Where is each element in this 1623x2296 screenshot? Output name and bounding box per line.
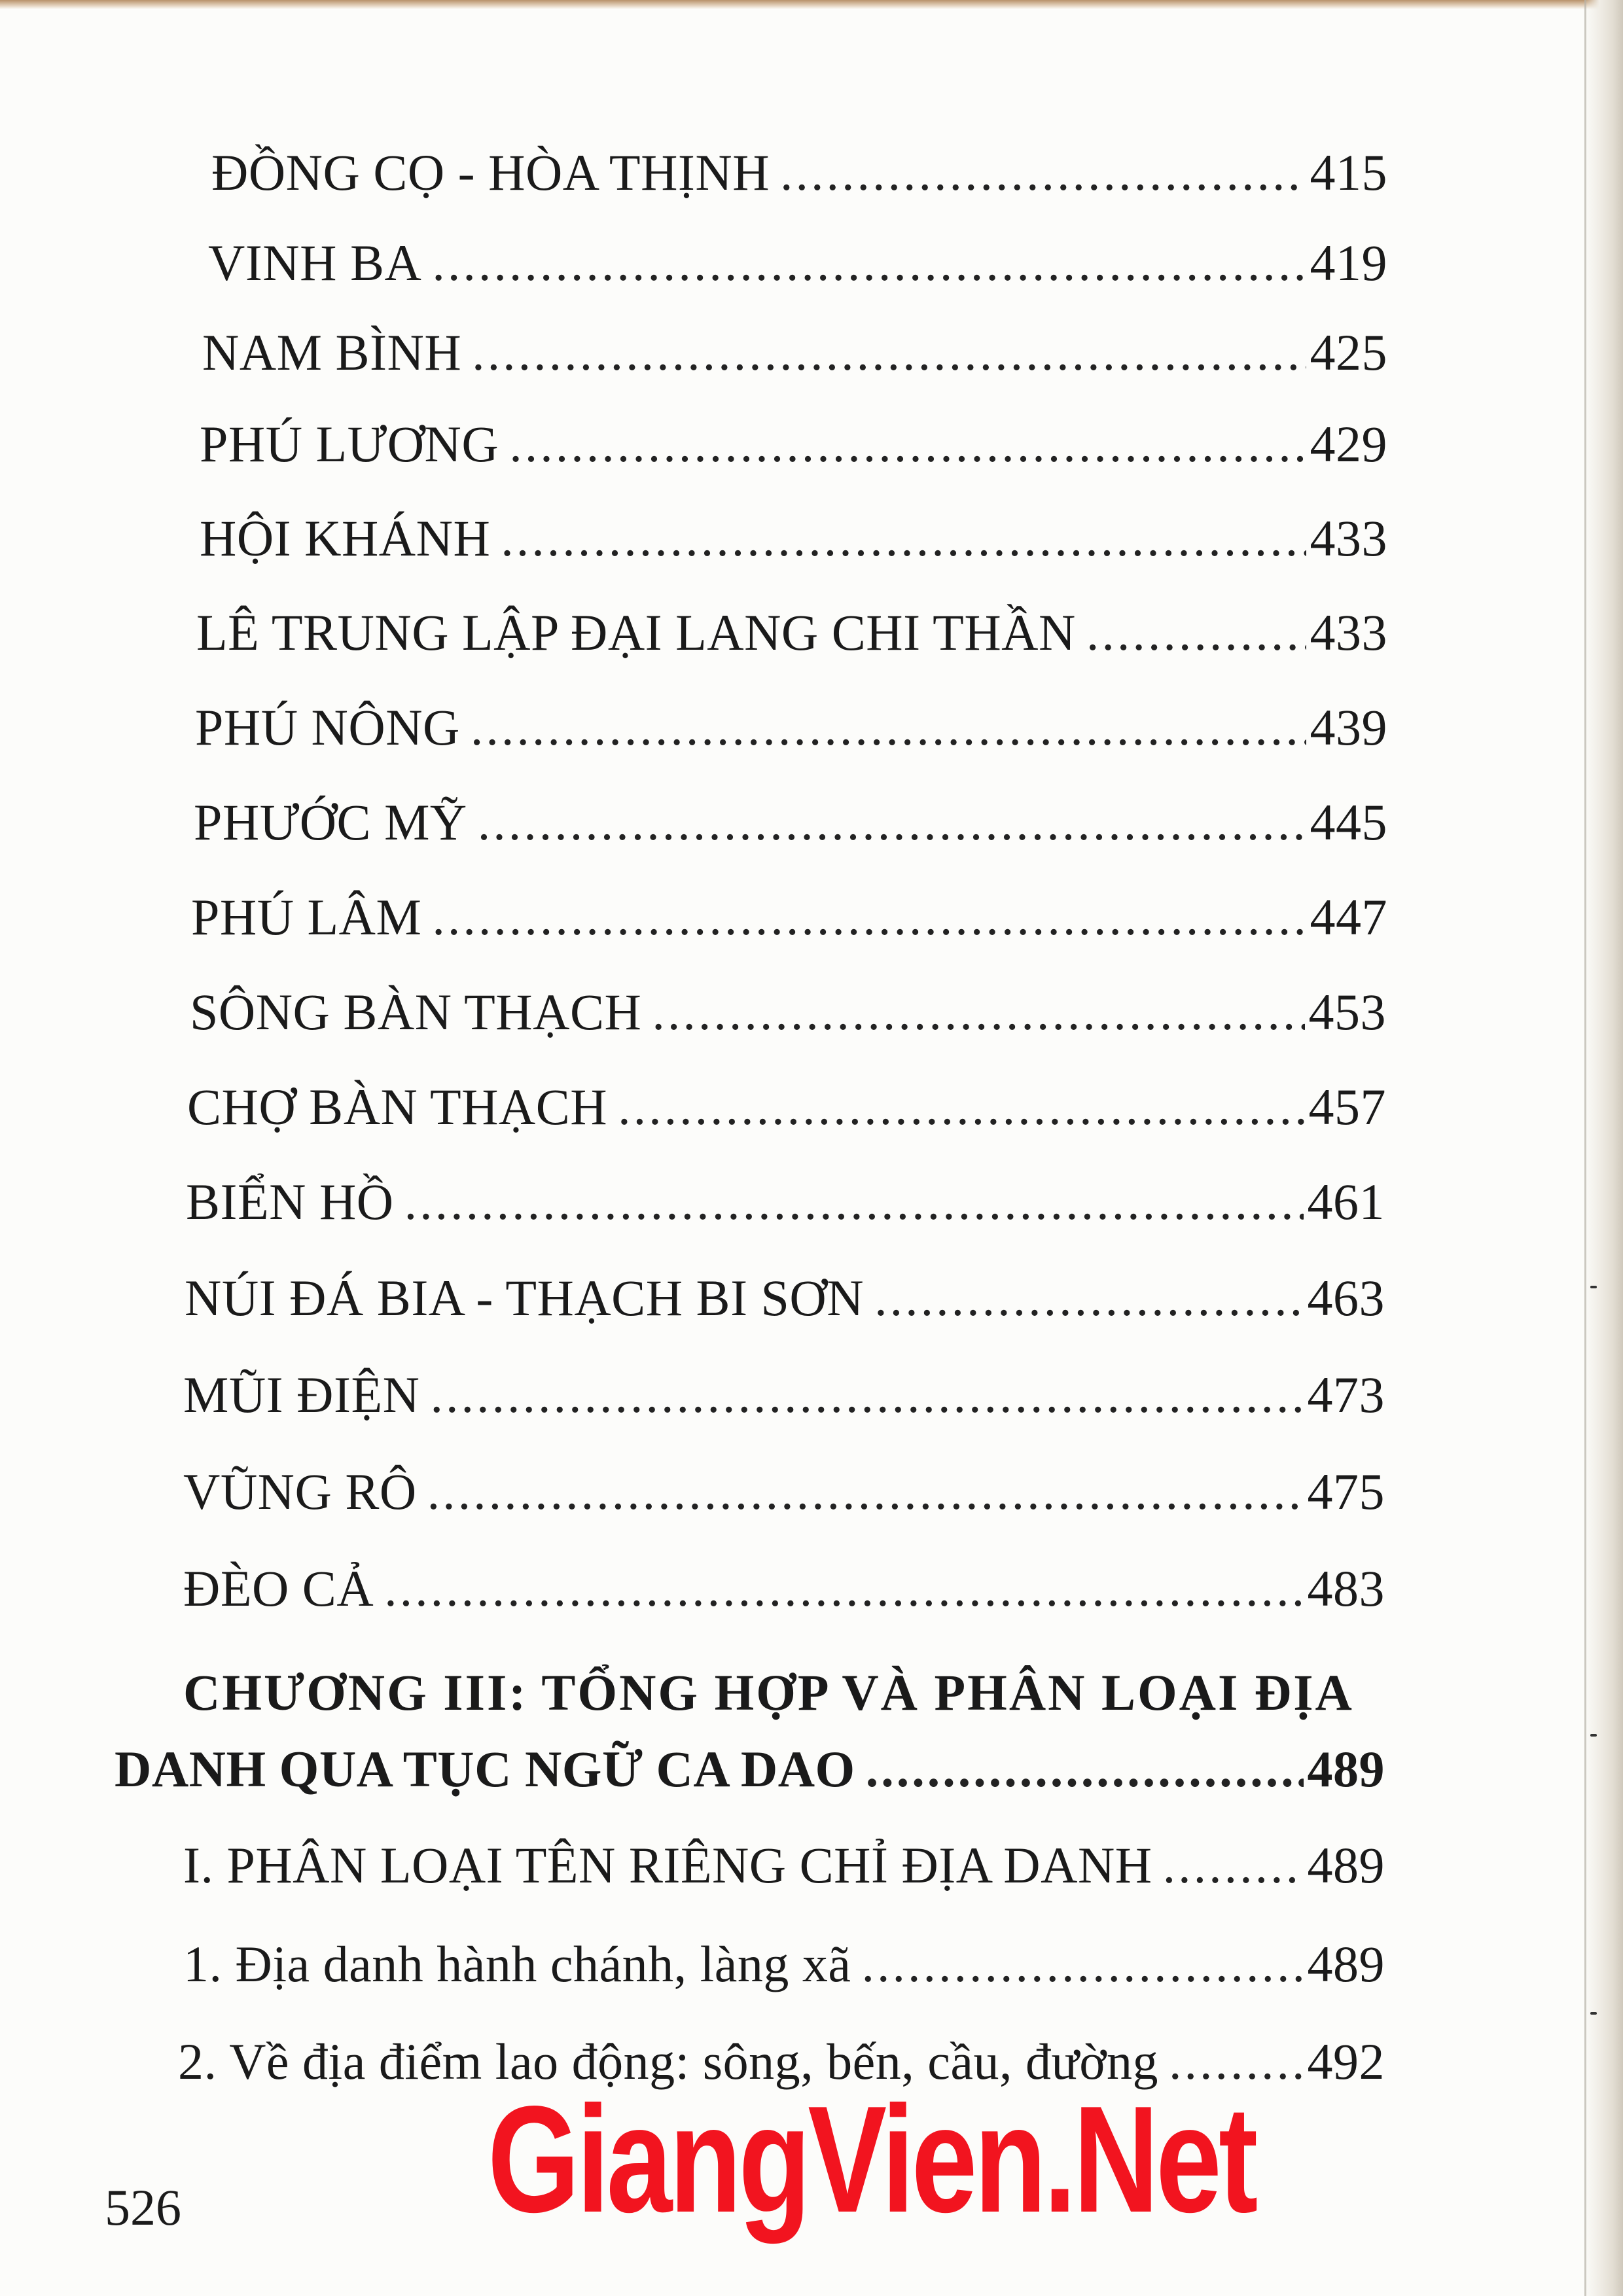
toc-entry — [196, 604, 1387, 661]
page-number: 526 — [105, 2179, 181, 2236]
toc-section-page: 492 — [1307, 2033, 1385, 2090]
toc-entry-page: 461 — [1307, 1173, 1385, 1230]
toc-entry-page: 447 — [1310, 889, 1387, 945]
dot-leader — [780, 147, 1306, 198]
page-binding-line — [1584, 0, 1586, 2296]
toc-entry-title: VINH BA — [208, 234, 422, 291]
toc-entry-title: CHỢ BÀN THẠCH — [187, 1078, 608, 1135]
toc-entry-title: ĐỒNG CỌ - HÒA THỊNH — [211, 144, 770, 201]
toc-entry — [194, 794, 1387, 851]
dot-leader — [432, 892, 1306, 943]
toc-entry-title: NÚI ĐÁ BIA - THẠCH BI SƠN — [185, 1269, 865, 1326]
toc-entry — [202, 324, 1387, 381]
chapter-heading-line1: CHƯƠNG III: TỔNG HỢP VÀ PHÂN LOẠI ĐỊA — [183, 1664, 1354, 1721]
toc-entry — [190, 983, 1386, 1040]
toc-entry-title: MŨI ĐIỆN — [183, 1366, 420, 1423]
chapter-heading-entry — [115, 1740, 1385, 1797]
toc-entry-title: BIỂN HỒ — [186, 1173, 394, 1230]
chapter-heading-line2: DANH QUA TỤC NGỮ CA DAO — [115, 1740, 855, 1797]
toc-entry — [183, 1366, 1385, 1423]
page-top-edge — [0, 0, 1623, 9]
toc-entry-page: 419 — [1310, 234, 1387, 291]
dot-leader — [430, 1369, 1303, 1421]
toc-entry-page: 415 — [1310, 144, 1387, 201]
toc-entry-page: 433 — [1310, 510, 1387, 567]
dot-leader — [862, 1939, 1304, 1990]
dot-leader — [384, 1563, 1303, 1614]
toc-entry-title: VŨNG RÔ — [183, 1463, 417, 1520]
toc-section — [183, 1837, 1385, 1894]
toc-section — [183, 1935, 1385, 1992]
dot-leader — [618, 1082, 1304, 1133]
chapter-page: 489 — [1307, 1740, 1385, 1797]
toc-entry — [187, 1078, 1386, 1135]
dot-leader — [432, 238, 1306, 289]
toc-section-title: 1. Địa danh hành chánh, làng xã — [183, 1935, 851, 1992]
toc-entry-page: 463 — [1307, 1269, 1385, 1326]
toc-entry-title: SÔNG BÀN THẠCH — [190, 983, 642, 1040]
dot-leader — [866, 1744, 1304, 1795]
toc-entry — [200, 510, 1387, 567]
dot-leader — [509, 419, 1306, 470]
dot-leader — [874, 1273, 1303, 1324]
toc-entry-page: 457 — [1308, 1078, 1386, 1135]
toc-entry — [195, 699, 1387, 756]
toc-entry-title: LÊ TRUNG LẬP ĐẠI LANG CHI THẦN — [196, 604, 1076, 661]
toc-entry-page: 429 — [1310, 415, 1387, 472]
dot-leader — [404, 1176, 1304, 1227]
dot-leader — [427, 1466, 1304, 1517]
dot-leader — [471, 702, 1306, 753]
toc-entry — [183, 1463, 1385, 1520]
dot-leader — [1163, 1840, 1304, 1891]
toc-entry-page: 445 — [1310, 794, 1387, 851]
dot-leader — [1086, 607, 1306, 658]
toc-entry — [186, 1173, 1385, 1230]
edge-mark — [1590, 1734, 1597, 1737]
dot-leader — [652, 987, 1304, 1038]
toc-entry-title: ĐÈO CẢ — [183, 1560, 374, 1617]
toc-entry-page: 439 — [1310, 699, 1387, 756]
watermark-logo: GiangVien.Net — [488, 2075, 1255, 2244]
toc-entry-title: NAM BÌNH — [202, 324, 462, 381]
toc-entry — [183, 1560, 1385, 1617]
toc-entry-title: PHÚ LƯƠNG — [200, 415, 499, 472]
toc-entry — [211, 144, 1387, 201]
toc-entry-title: HỘI KHÁNH — [200, 510, 491, 567]
toc-entry-title: PHÚ NÔNG — [195, 699, 460, 756]
toc-section-title: 2. Về địa điểm lao động: sông, bến, cầu, đường — [178, 2033, 1158, 2090]
toc-entry — [191, 889, 1387, 945]
toc-entry-title: PHÚ LÂM — [191, 889, 422, 945]
page-binding-edge — [1584, 0, 1623, 2296]
toc-section-page: 489 — [1307, 1837, 1385, 1894]
toc-entry-page: 483 — [1307, 1560, 1385, 1617]
dot-leader — [472, 327, 1306, 378]
toc-entry — [185, 1269, 1385, 1326]
edge-mark — [1590, 1286, 1597, 1288]
toc-entry — [200, 415, 1387, 472]
toc-entry-page: 453 — [1308, 983, 1386, 1040]
toc-section-title: I. PHÂN LOẠI TÊN RIÊNG CHỈ ĐỊA DANH — [183, 1837, 1152, 1894]
toc-entry-page: 433 — [1310, 604, 1387, 661]
dot-leader — [501, 513, 1306, 564]
toc-entry-title: PHƯỚC MỸ — [194, 794, 467, 851]
dot-leader — [478, 797, 1306, 848]
toc-entry-page: 475 — [1307, 1463, 1385, 1520]
toc-section-page: 489 — [1307, 1935, 1385, 1992]
toc-entry-page: 425 — [1310, 324, 1387, 381]
edge-mark — [1590, 2012, 1597, 2015]
toc-entry — [208, 234, 1387, 291]
toc-entry-page: 473 — [1307, 1366, 1385, 1423]
